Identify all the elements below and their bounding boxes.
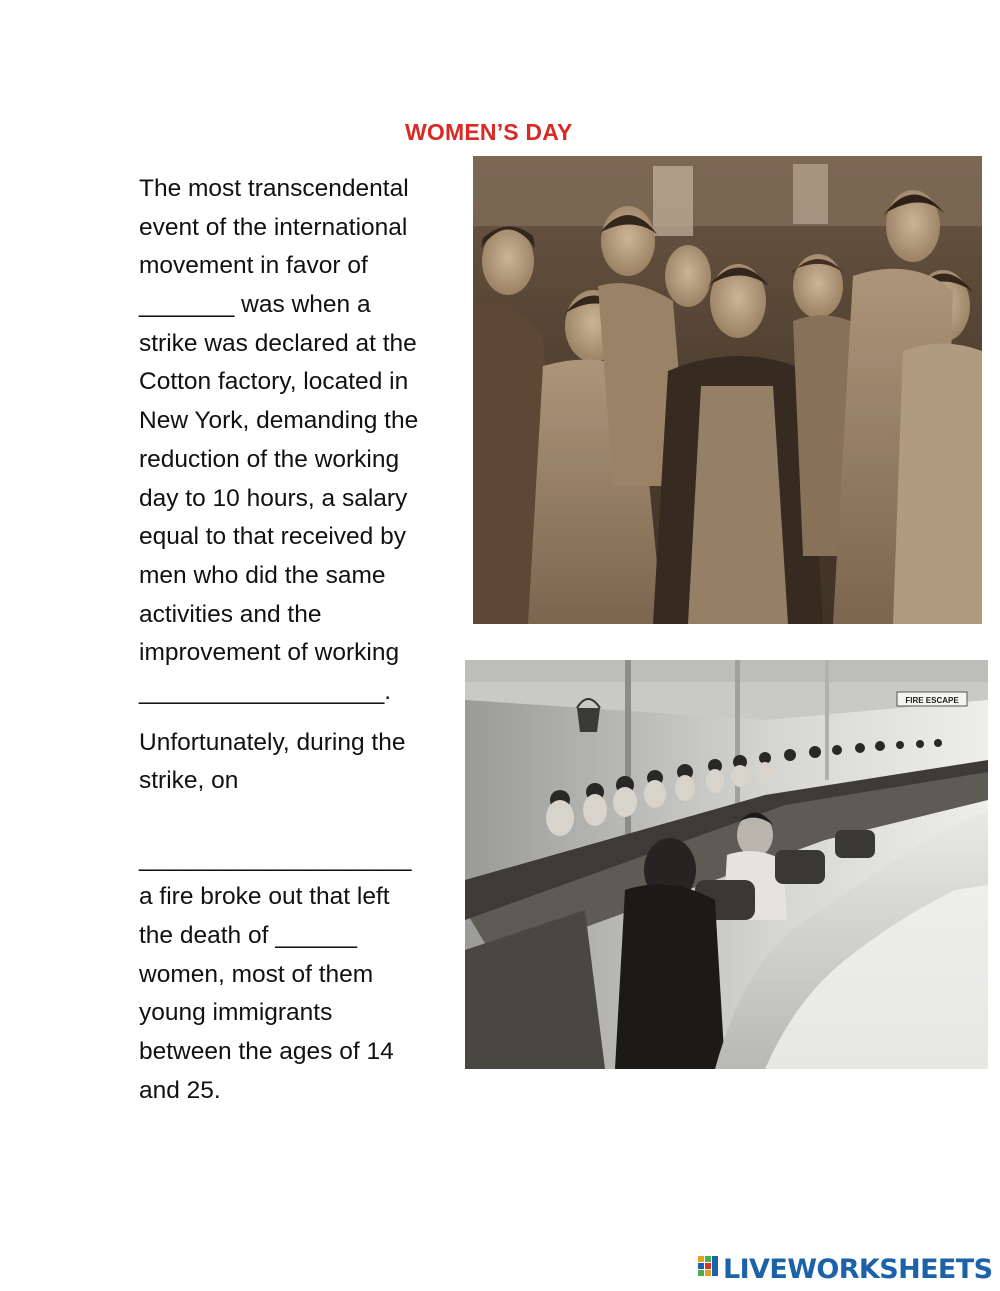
paragraph-2: [139, 724, 459, 1111]
women-workers-illustration: [473, 156, 982, 624]
text-line: New York, demanding the: [139, 407, 419, 435]
text-line: a fire broke out that left: [139, 883, 390, 911]
text-line: women, most of them: [139, 960, 374, 988]
text-line: event of the international: [139, 213, 408, 241]
text-line: movement in favor of: [139, 252, 368, 280]
blank-line-2[interactable]: __________________.: [139, 677, 392, 705]
text-line: strike was declared at the: [139, 329, 417, 357]
fire-escape-sign: FIRE ESCAPE: [905, 696, 959, 705]
text-line: Unfortunately, during the: [139, 728, 406, 756]
empty-line: [139, 801, 459, 840]
text-line: improvement of working: [139, 639, 400, 667]
factory-floor-photo: [465, 660, 988, 1069]
text-line: between the ages of 14: [139, 1038, 394, 1066]
text-line: Cotton factory, located in: [139, 368, 409, 396]
liveworksheets-logo[interactable]: [698, 1252, 992, 1286]
paragraph-gap: [139, 712, 459, 724]
page-title: WOMEN’S DAY: [405, 119, 573, 145]
worksheet-text: [139, 170, 459, 1111]
paragraph-1: [139, 170, 459, 712]
text-line: and 25.: [139, 1076, 221, 1104]
text-line: reduction of the working: [139, 445, 400, 473]
liveworksheets-wordmark: LIVEWORKSHEETS: [723, 1253, 993, 1285]
text-line: activities and the: [139, 600, 322, 628]
liveworksheets-icon: [698, 1256, 720, 1282]
factory-floor-illustration: [465, 660, 988, 1069]
text-line: young immigrants: [139, 999, 333, 1027]
women-workers-photo: [473, 156, 982, 624]
blank-line-1[interactable]: _______ was when a: [139, 291, 371, 319]
text-line: equal to that received by: [139, 523, 406, 551]
text-line: strike, on: [139, 767, 239, 795]
text-line: day to 10 hours, a salary: [139, 484, 408, 512]
blank-line-3[interactable]: ____________________: [139, 844, 412, 872]
text-line: The most transcendental: [139, 175, 409, 202]
text-line: men who did the same: [139, 561, 386, 589]
blank-line-4[interactable]: the death of ______: [139, 922, 357, 950]
